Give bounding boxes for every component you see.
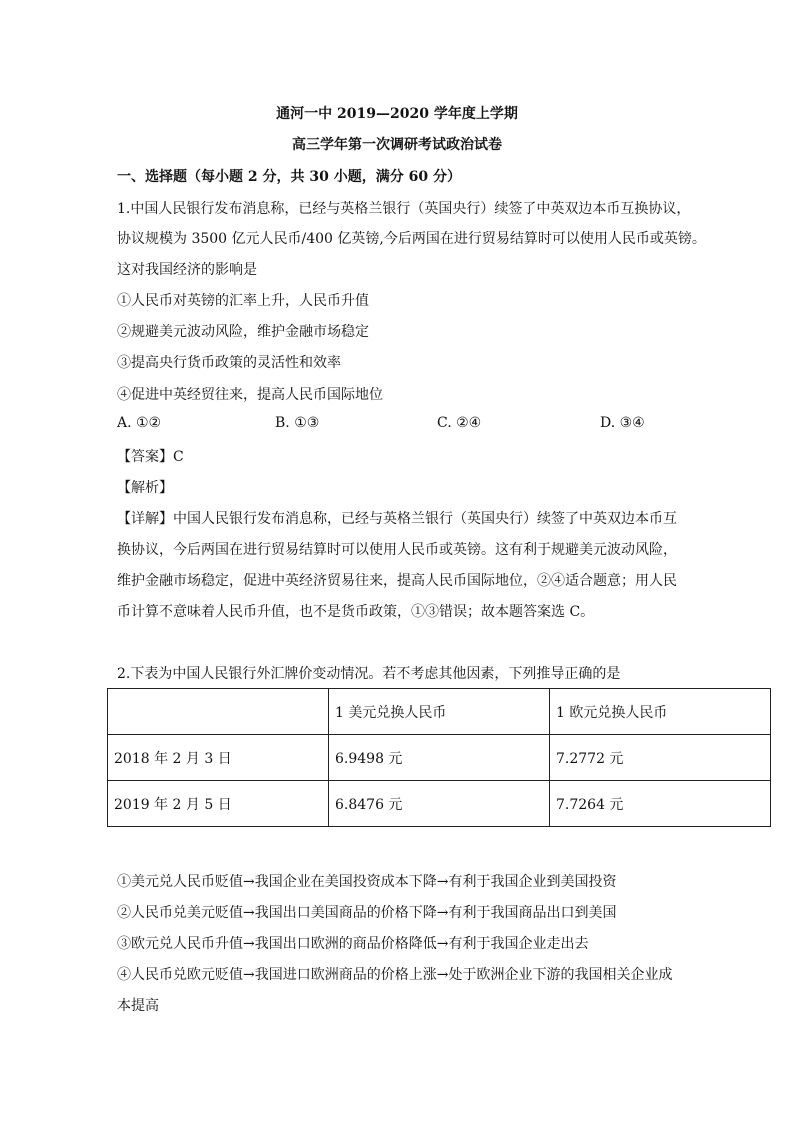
q2-statement: ①美元兑人民币贬值→我国企业在美国投资成本下降→有利于我国企业到美国投资 (117, 874, 617, 890)
table-row (108, 781, 771, 827)
q1-detail-line: 【详解】中国人民银行发布消息称，已经与英格兰银行（英国央行）续签了中英双边本币互 (117, 511, 677, 527)
q2-statement: 本提高 (117, 998, 159, 1014)
exchange-rate-table (107, 688, 771, 827)
exam-subtitle: 高三学年第一次调研考试政治试卷 (292, 137, 502, 153)
q1-option-b: B. ①③ (275, 415, 320, 431)
q1-option-c: C. ②④ (437, 415, 482, 431)
q1-option-d: D. ③④ (600, 415, 645, 431)
table-header-row (108, 689, 771, 735)
q2-statement: ②人民币兑美元贬值→我国出口美国商品的价格下降→有利于我国商品出口到美国 (117, 905, 617, 921)
exam-title: 通河一中 2019—2020 学年度上学期 (276, 106, 518, 122)
q1-answer: 【答案】C (117, 449, 184, 465)
section-heading: 一、选择题（每小题 2 分，共 30 小题，满分 60 分） (117, 169, 461, 185)
q1-detail-line: 维护金融市场稳定，促进中英经济贸易往来，提高人民币国际地位，②④适合题意；用人民 (117, 573, 677, 589)
table-cell-usd: 6.8476 元 (329, 781, 550, 827)
table-header-cell: 1 美元兑换人民币 (329, 689, 550, 735)
q1-detail-line: 换协议，今后两国在进行贸易结算时可以使用人民币或英镑。这有利于规避美元波动风险， (117, 542, 677, 558)
q1-stem-line: 协议规模为 3500 亿元人民币/400 亿英镑,今后两国在进行贸易结算时可以使用人民币或英镑。 (117, 231, 706, 247)
table-cell-eur: 7.2772 元 (550, 735, 771, 781)
q1-statement: ①人民币对英镑的汇率上升，人民币升值 (117, 293, 369, 309)
table-header-cell (108, 689, 329, 735)
q1-analysis-label: 【解析】 (117, 480, 173, 496)
q1-statement: ④促进中英经贸往来，提高人民币国际地位 (117, 387, 383, 403)
q2-statement: ③欧元兑人民币升值→我国出口欧洲的商品价格降低→有利于我国企业走出去 (117, 936, 589, 952)
q1-detail-line: 币计算不意味着人民币升值，也不是货币政策，①③错误；故本题答案选 C。 (117, 604, 595, 620)
table-row (108, 735, 771, 781)
q2-stem: 2.下表为中国人民银行外汇牌价变动情况。若不考虑其他因素，下列推导正确的是 (117, 666, 621, 682)
table-cell-usd: 6.9498 元 (329, 735, 550, 781)
q1-statement: ②规避美元波动风险，维护金融市场稳定 (117, 324, 369, 340)
table-cell-eur: 7.7264 元 (550, 781, 771, 827)
table-cell-date: 2018 年 2 月 3 日 (108, 735, 329, 781)
table-cell-date: 2019 年 2 月 5 日 (108, 781, 329, 827)
q1-statement: ③提高央行货币政策的灵活性和效率 (117, 355, 341, 371)
q1-stem-line: 这对我国经济的影响是 (117, 262, 257, 278)
q2-statement: ④人民币兑欧元贬值→我国进口欧洲商品的价格上涨→处于欧洲企业下游的我国相关企业成 (117, 967, 673, 983)
q1-option-a: A. ①② (117, 415, 162, 431)
table-header-cell: 1 欧元兑换人民币 (550, 689, 771, 735)
q1-stem-line: 1.中国人民银行发布消息称，已经与英格兰银行（英国央行）续签了中英双边本币互换协议， (117, 201, 691, 217)
